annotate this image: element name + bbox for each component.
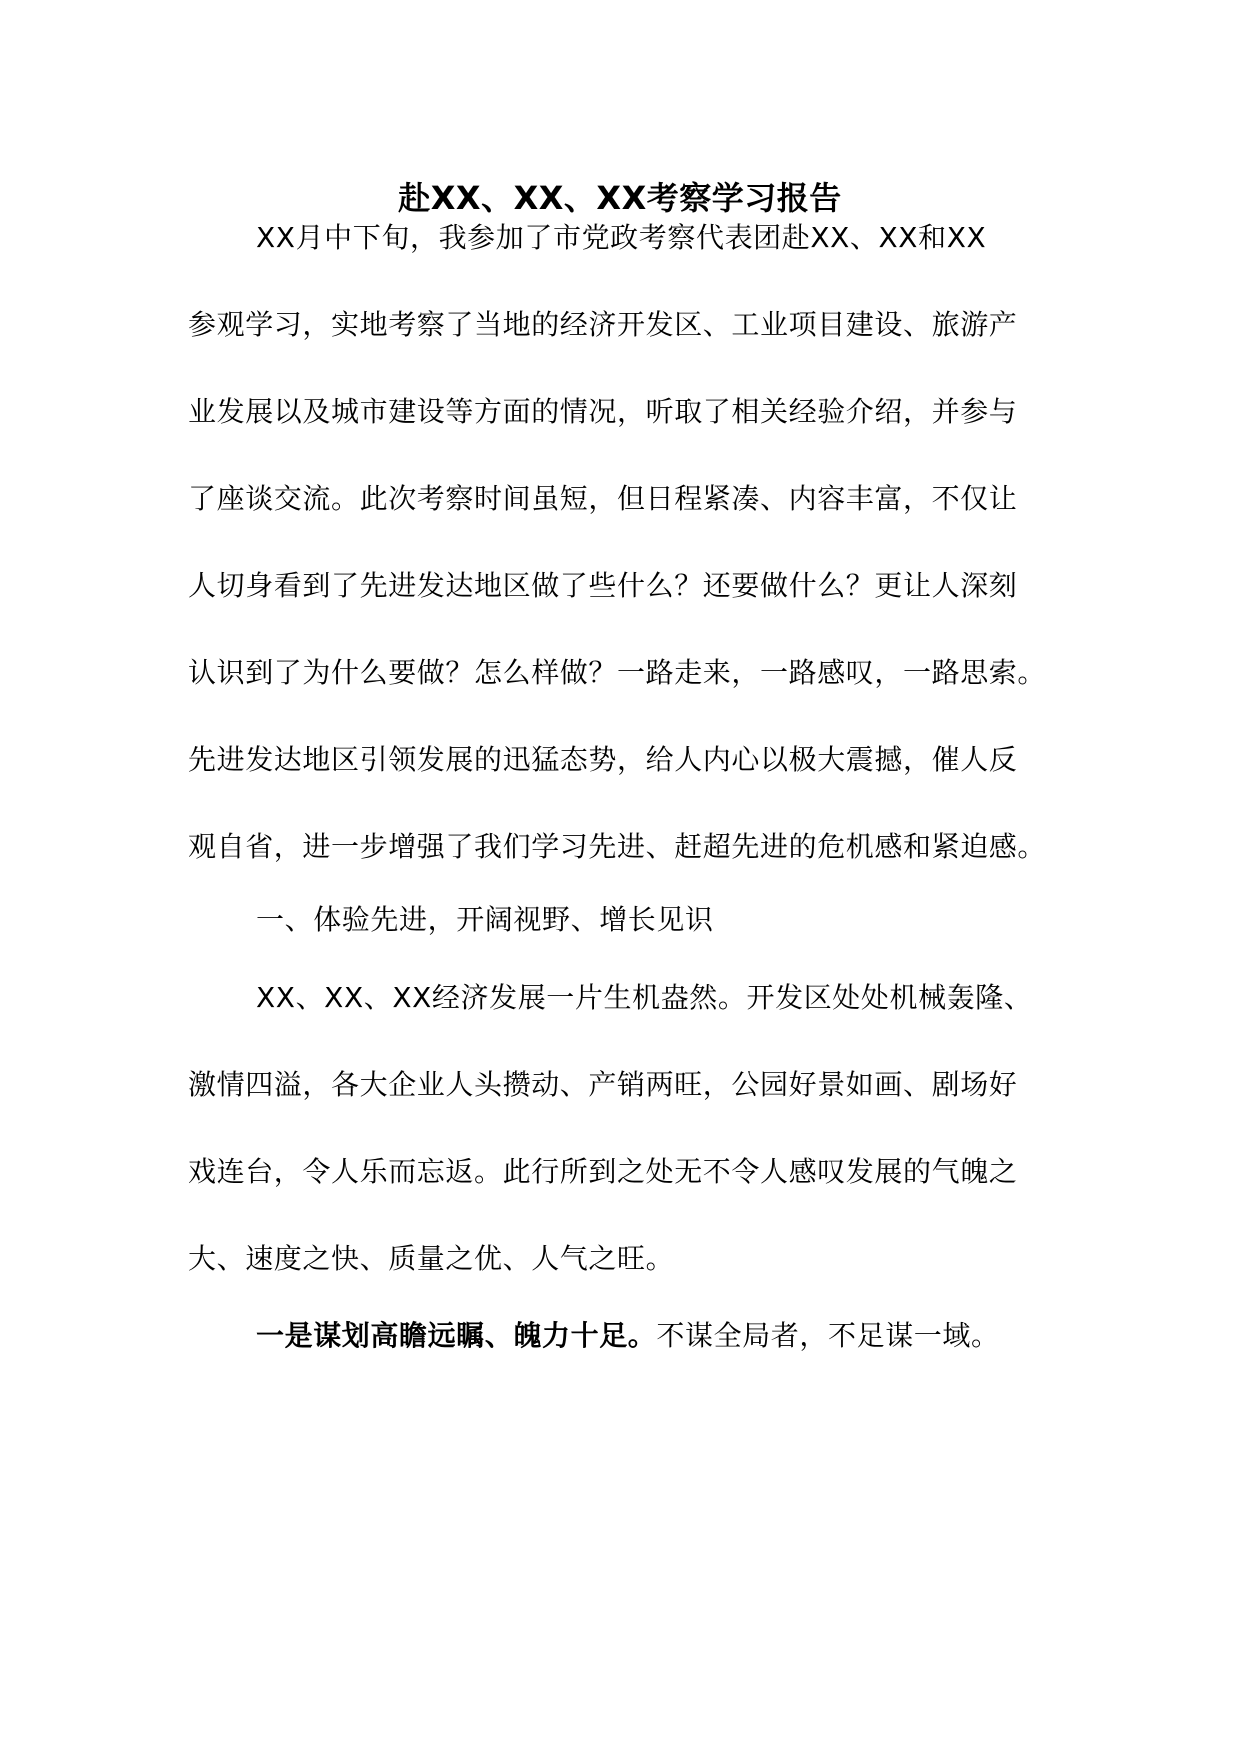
paragraph-line: 激情四溢，各大企业人头攒动、产销两旺，公园好景如画、剧场好 <box>188 1068 1018 1101</box>
paragraph-line: 认识到了为什么要做？怎么样做？一路走来，一路感叹，一路思索。 <box>188 656 1047 689</box>
paragraph-line: 了座谈交流。此次考察时间虽短，但日程紧凑、内容丰富，不仅让 <box>188 482 1018 515</box>
paragraph-line: 人切身看到了先进发达地区做了些什么？还要做什么？更让人深刻 <box>188 569 1018 602</box>
paragraph-line: 业发展以及城市建设等方面的情况，听取了相关经验介绍，并参与 <box>188 395 1018 428</box>
bold-lead-text: 一是谋划高瞻远瞩、魄力十足。 <box>256 1319 657 1352</box>
paragraph-line: 观自省，进一步增强了我们学习先进、赶超先进的危机感和紧迫感。 <box>188 830 1047 863</box>
paragraph-line: 戏连台，令人乐而忘返。此行所到之处无不令人感叹发展的气魄之 <box>188 1155 1018 1188</box>
paragraph-line: 参观学习，实地考察了当地的经济开发区、工业项目建设、旅游产 <box>188 308 1018 341</box>
paragraph-line: XX月中下旬，我参加了市党政考察代表团赴XX、XX和XX <box>256 221 987 254</box>
paragraph-line: 先进发达地区引领发展的迅猛态势，给人内心以极大震撼，催人反 <box>188 743 1018 776</box>
paragraph-line: XX、XX、XX经济发展一片生机盎然。开发区处处机械轰隆、 <box>256 981 1033 1014</box>
document-title: 赴XX、XX、XX考察学习报告 <box>398 179 842 217</box>
paragraph-text: 不谋全局者，不足谋一域。 <box>656 1319 1000 1352</box>
paragraph-line: 大、速度之快、质量之优、人气之旺。 <box>188 1242 675 1275</box>
paragraph-line <box>256 1316 1136 1356</box>
section-heading: 一、体验先进，开阔视野、增长见识 <box>256 903 714 936</box>
